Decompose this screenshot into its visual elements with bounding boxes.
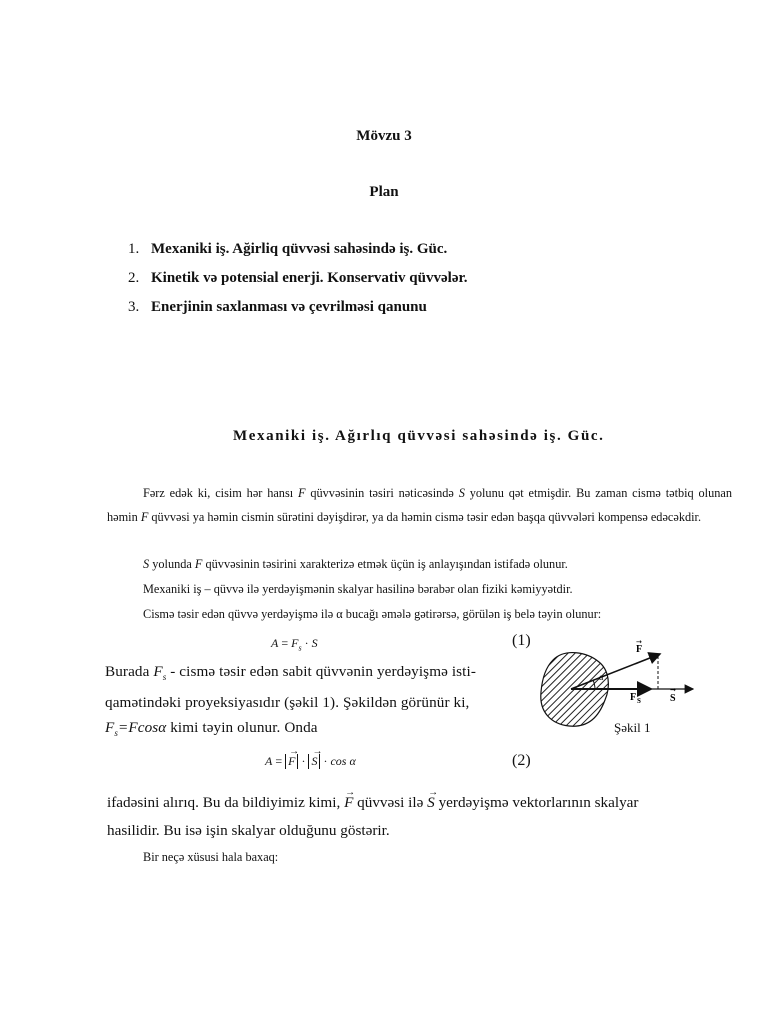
figure-caption: Şəkil 1 <box>614 720 651 735</box>
var-F: F <box>194 557 203 571</box>
plan-item <box>128 299 468 328</box>
definition-line: Mexaniki iş – qüvvə ilə yerdəyişmənin skalyar hasilinə bərabər olan fiziki kəmiyyətdir. <box>143 582 573 596</box>
eq-symbol: cos <box>330 754 347 768</box>
text-line: qamətindəki proyeksiyasıdır (şəkil 1). Şəkildən görünür ki, <box>105 694 470 712</box>
var-F: F <box>153 663 163 680</box>
text-line <box>105 715 476 746</box>
eq-symbol: A <box>265 754 273 768</box>
text: qüvvəsinin təsiri nəticəsində <box>305 486 459 500</box>
abs-F <box>285 754 298 769</box>
label-S-arrow: → <box>670 686 676 694</box>
equation-number-1: (1) <box>512 632 531 649</box>
var-S: S <box>143 557 150 571</box>
var-F-vector: → F <box>344 789 353 817</box>
plan-item-text: Kinetik və potensial enerji. Konservativ qüvvələr. <box>151 270 468 286</box>
text-line: hasilidir. Bu isə işin skalyar olduğunu göstərir. <box>107 822 390 839</box>
text: - cismə təsir edən sabit qüvvənin yerdəyişmə isti- <box>166 663 476 680</box>
text: Burada <box>105 663 154 680</box>
text: yerdəyişmə vektorlarının skalyar <box>434 794 639 811</box>
label-Fs: F <box>630 692 637 703</box>
equation-1 <box>271 636 318 652</box>
topic-heading: Mövzu 3 <box>356 128 412 144</box>
paragraph-line: Cismə təsir edən qüvvə yerdəyişmə ilə α bucağı əmələ gətirərsə, görülən iş belə təyin olunur: <box>143 607 602 621</box>
text: Fərz edək ki, cisim hər hansı <box>143 486 298 500</box>
plan-item-text: Enerjinin saxlanması və çevrilməsi qanunu <box>151 299 427 315</box>
var-S-vector: → S <box>427 789 435 817</box>
plan-item <box>128 241 468 270</box>
label-Fs-sub: S <box>637 697 641 705</box>
label-S: S <box>670 693 676 704</box>
plan-heading: Plan <box>369 184 399 200</box>
text-line <box>105 659 476 690</box>
text: qüvvəsi ilə <box>353 794 428 811</box>
eq-symbol: = <box>272 754 286 768</box>
paragraph-projection <box>105 659 476 746</box>
eq-symbol: · <box>320 754 331 768</box>
eq-symbol: F <box>291 636 299 650</box>
plan-item-number: 2. <box>128 270 140 286</box>
paragraph-intro <box>107 482 732 529</box>
eq-symbol: · <box>298 754 309 768</box>
plan-item <box>128 270 468 299</box>
text: kimi təyin olunur. Onda <box>166 719 318 737</box>
text: yolunda <box>149 557 195 571</box>
eq-symbol: S <box>311 636 318 650</box>
text: qüvvəsinin təsirini xarakterizə etmək üçün iş anlayışından istifadə olunur. <box>202 557 568 571</box>
paragraph-line <box>143 557 568 572</box>
text: qüvvəsi ya həmin cismin sürətini dəyişdirər, ya da həmin cismə təsir edən başqa qüvvələri kompensə edəcəkdir. <box>148 509 702 524</box>
plan-item-number: 1. <box>128 241 140 257</box>
text: yolunu qət etmişdir. Bu zaman cismə tətbiq olunan həmin <box>107 486 732 524</box>
var-S: S <box>458 486 465 500</box>
label-F: F <box>636 644 643 655</box>
eq-subscript: s <box>298 643 302 653</box>
label-alpha: α <box>599 672 604 682</box>
section-title: Mexaniki iş. Ağırlıq qüvvəsi sahəsində iş. Güc. <box>233 428 605 444</box>
subscript: s <box>162 672 167 683</box>
eq-symbol: α <box>349 754 356 768</box>
plan-item-number: 3. <box>128 299 140 315</box>
equation-number-2: (2) <box>512 752 531 769</box>
paragraph-scalar <box>107 789 733 845</box>
eq-symbol: · <box>301 636 312 650</box>
label-F-arrow: → <box>636 638 642 646</box>
var-F: F <box>105 719 115 737</box>
plan-item-text: Mexaniki iş. Ağirliq qüvvəsi sahəsində iş. Güc. <box>151 241 448 257</box>
plan-list <box>128 241 468 328</box>
text-line <box>107 789 733 817</box>
var-F: F <box>298 486 306 500</box>
eq-symbol: → S <box>311 754 317 769</box>
var-F: F <box>140 509 149 524</box>
formula-inline: =Fcosα <box>118 719 167 737</box>
paragraph-line: Bir neçə xüsusi hala baxaq: <box>143 850 279 864</box>
eq-symbol: A <box>271 636 279 650</box>
eq-symbol: = <box>278 636 292 650</box>
text: ifadəsini alırıq. Bu da bildiyimiz kimi, <box>107 794 345 811</box>
equation-2 <box>265 754 356 769</box>
subscript: s <box>114 728 118 739</box>
abs-S <box>308 754 320 769</box>
eq-symbol: → F <box>288 754 295 769</box>
